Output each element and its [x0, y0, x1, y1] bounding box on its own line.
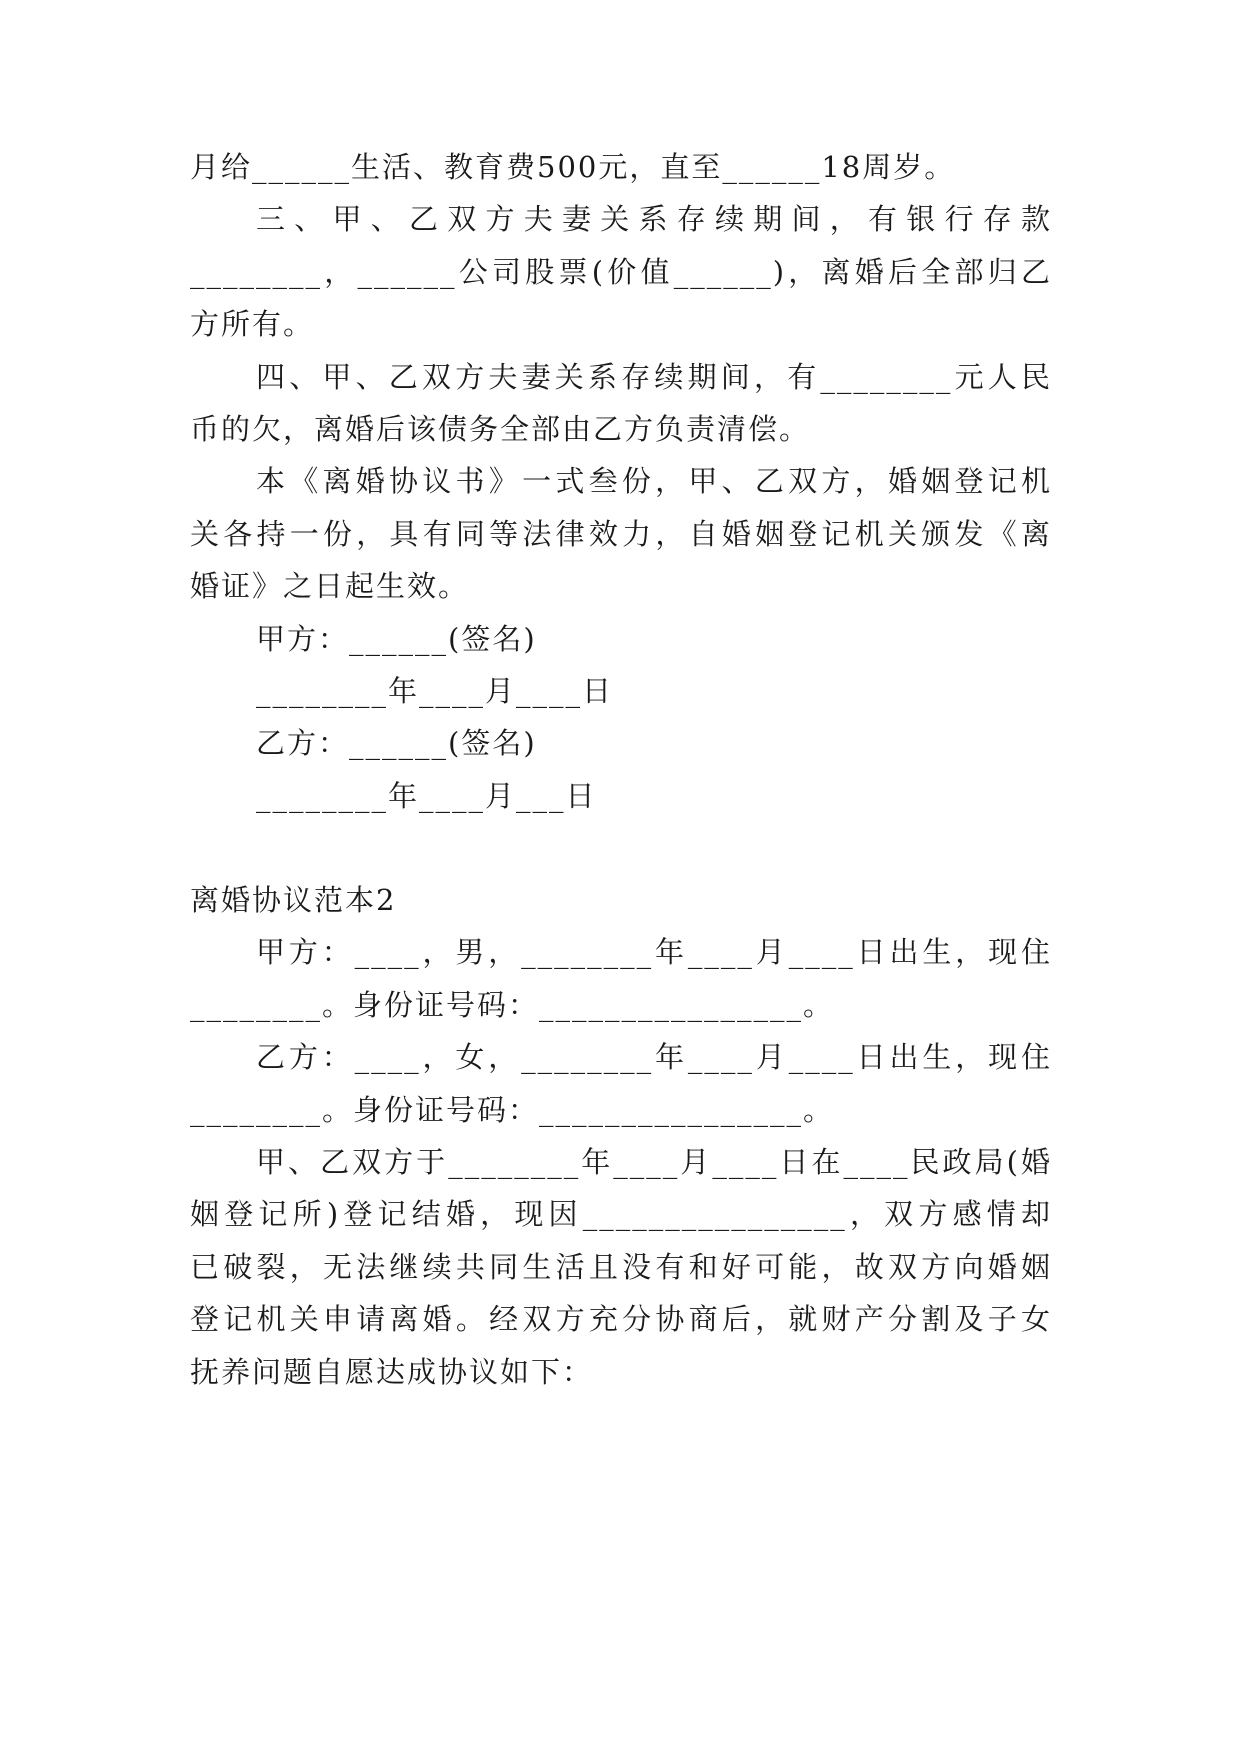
text-line-7: 本《离婚协议书》一式叁份，甲、乙双方，婚姻登记机	[256, 464, 1052, 498]
text-line-2: 三、甲、乙双方夫妻关系存续期间，有银行存款	[256, 202, 1052, 236]
text-line-20: 姻登记所)登记结婚，现因________________，双方感情却	[190, 1197, 1052, 1231]
text-line-23: 抚养问题自愿达成协议如下：	[190, 1355, 594, 1389]
text-line-1: 月给______生活、教育费500元，直至______18周岁。	[190, 150, 956, 184]
text-line-6: 币的欠，离婚后该债务全部由乙方负责清偿。	[190, 412, 811, 446]
signature-party-b: 乙方：______(签名)	[256, 726, 537, 760]
text-line-21: 已破裂，无法继续共同生活且没有和好可能，故双方向婚姻	[190, 1250, 1052, 1284]
text-line-9: 婚证》之日起生效。	[190, 569, 470, 603]
text-line-8: 关各持一份，具有同等法律效力，自婚姻登记机关颁发《离	[190, 517, 1052, 551]
text-line-22: 登记机关申请离婚。经双方充分协商后，就财产分割及子女	[190, 1302, 1052, 1336]
text-line-18: ________。身份证号码：________________。	[190, 1093, 835, 1127]
text-line-16: ________。身份证号码：________________。	[190, 988, 835, 1022]
section-title: 离婚协议范本2	[190, 883, 397, 917]
text-line-15: 甲方：____，男，________年____月____日出生，现住	[256, 935, 1052, 969]
date-party-b: ________年____月___日	[256, 779, 597, 813]
text-line-5: 四、甲、乙双方夫妻关系存续期间，有________元人民	[256, 360, 1052, 394]
text-line-4: 方所有。	[190, 307, 315, 341]
text-line-19: 甲、乙双方于________年____月____日在____民政局(婚	[256, 1145, 1052, 1179]
date-party-a: ________年____月____日	[256, 674, 614, 708]
text-line-17: 乙方：____，女，________年____月____日出生，现住	[256, 1040, 1052, 1074]
signature-party-a: 甲方：______(签名)	[256, 622, 537, 656]
text-line-3: ________，______公司股票(价值______)，离婚后全部归乙	[190, 255, 1052, 289]
